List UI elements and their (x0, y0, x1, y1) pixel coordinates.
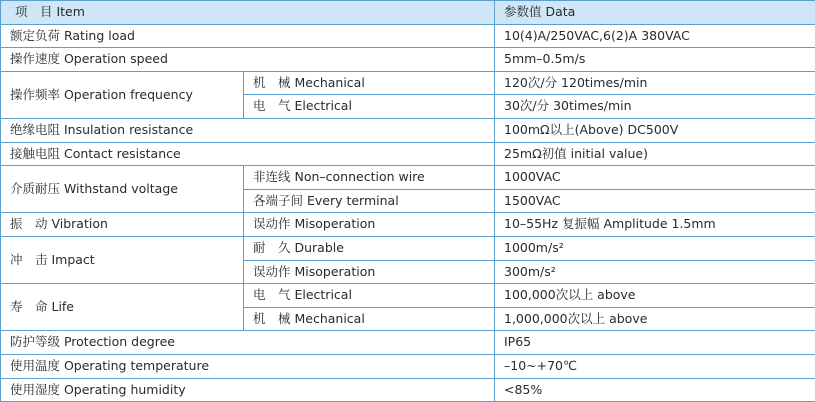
sub-every-terminal: 各端子间 Every terminal (244, 189, 495, 213)
value-frequency-electrical: 30次/分 30times/min (495, 95, 815, 119)
table-row (1, 71, 815, 95)
table-row (1, 354, 815, 378)
item-withstand-voltage: 介质耐压 Withstand voltage (1, 166, 244, 213)
sub-electrical: 电 气 Electrical (244, 95, 495, 119)
header-item: 项 目 Item (1, 1, 495, 25)
item-contact-resistance: 接触电阻 Contact resistance (1, 142, 495, 166)
item-protection-degree: 防护等级 Protection degree (1, 331, 495, 355)
sub-life-mechanical: 机 械 Mechanical (244, 307, 495, 331)
value-rating-load: 10(4)A/250VAC,6(2)A 380VAC (495, 24, 815, 48)
item-impact: 冲 击 Impact (1, 236, 244, 283)
sub-life-electrical: 电 气 Electrical (244, 284, 495, 308)
table-row (1, 213, 815, 237)
item-operating-temperature: 使用温度 Operating temperature (1, 354, 495, 378)
value-impact-durable: 1000m/s² (495, 236, 815, 260)
value-operating-humidity: <85% (495, 378, 815, 402)
value-operating-temperature: –10~+70℃ (495, 354, 815, 378)
value-contact-resistance: 25mΩ初值 initial value) (495, 142, 815, 166)
table-row (1, 24, 815, 48)
item-operating-humidity: 使用湿度 Operating humidity (1, 378, 495, 402)
table-row (1, 284, 815, 308)
sub-mechanical: 机 械 Mechanical (244, 71, 495, 95)
table-row (1, 236, 815, 260)
value-insulation-resistance: 100mΩ以上(Above) DC500V (495, 118, 815, 142)
value-life-mechanical: 1,000,000次以上 above (495, 307, 815, 331)
value-impact-misoperation: 300m/s² (495, 260, 815, 284)
sub-vibration-misoperation: 误动作 Misoperation (244, 213, 495, 237)
table-row (1, 166, 815, 190)
value-life-electrical: 100,000次以上 above (495, 284, 815, 308)
sub-durable: 耐 久 Durable (244, 236, 495, 260)
item-rating-load: 额定负荷 Rating load (1, 24, 495, 48)
value-operation-speed: 5mm–0.5m/s (495, 48, 815, 72)
table-row (1, 48, 815, 72)
value-frequency-mechanical: 120次/分 120times/min (495, 71, 815, 95)
item-life: 寿 命 Life (1, 284, 244, 331)
table-row (1, 118, 815, 142)
sub-impact-misoperation: 误动作 Misoperation (244, 260, 495, 284)
item-vibration: 振 动 Vibration (1, 213, 244, 237)
value-protection-degree: IP65 (495, 331, 815, 355)
table-row (1, 331, 815, 355)
table-row (1, 142, 815, 166)
value-voltage-non-connection: 1000VAC (495, 166, 815, 190)
item-operation-frequency: 操作频率 Operation frequency (1, 71, 244, 118)
sub-non-connection-wire: 非连线 Non–connection wire (244, 166, 495, 190)
item-operation-speed: 操作速度 Operation speed (1, 48, 495, 72)
header-data: 参数值 Data (495, 1, 815, 25)
item-insulation-resistance: 绝缘电阻 Insulation resistance (1, 118, 495, 142)
value-voltage-every-terminal: 1500VAC (495, 189, 815, 213)
table-header-row (1, 1, 815, 25)
table-row (1, 378, 815, 402)
value-vibration: 10–55Hz 复振幅 Amplitude 1.5mm (495, 213, 815, 237)
